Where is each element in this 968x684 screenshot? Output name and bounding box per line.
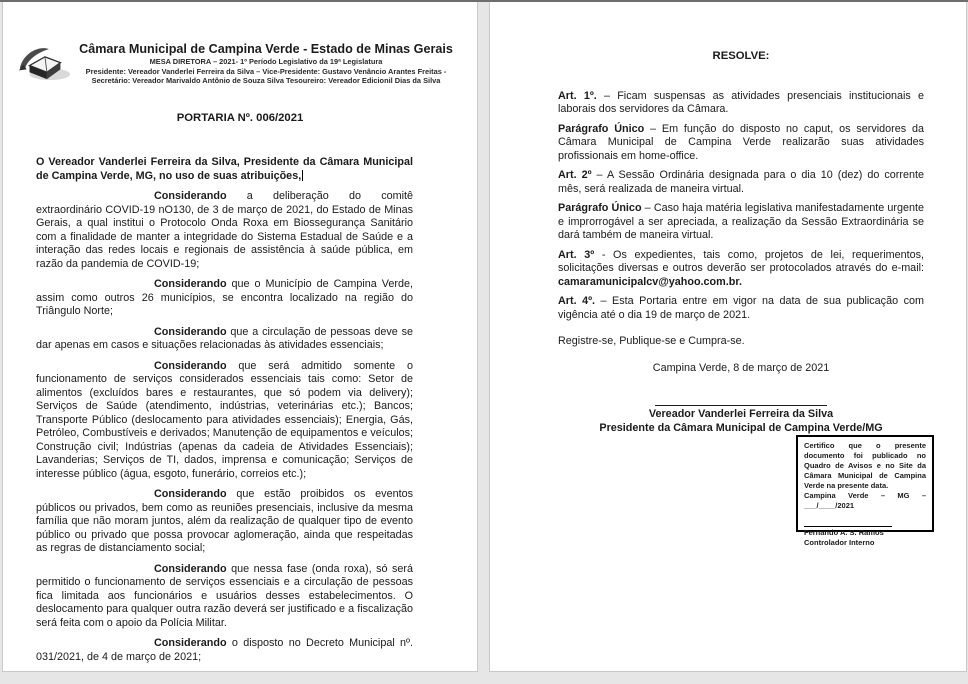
- intro-text: O Vereador Vanderlei Ferreira da Silva, Presidente da Câmara Municipal de Campina Verde, MG, no uso de suas atribuições,: [36, 156, 413, 182]
- page-2-body: [490, 2, 966, 435]
- page-1: [2, 1, 478, 672]
- article-paragraph: [558, 123, 924, 164]
- article-lead: Art. 1º.: [558, 89, 597, 102]
- paragraph-text: que será admitido somente o funcionamento de serviços considerados essenciais tais como: Setor de alimentos (excluídos bares e restaurantes, que só podem via delivery); Serviços de Saúde (atendimento, indústrias, veterinárias etc.); Bancos; Transporte Público (deslocamento para atividades essenciais); Energia, Gás, Petróleo, Combustíveis e derivados; Manutenção de equipamentos e veículos; Construção civil; Indústrias (apenas da cadeia de Atividades Essenciais); Lavanderias; Serviços de TI, dados, imprensa e comunicação; Serviços de interesse público (água, esgoto, funerário, correios etc.);: [36, 359, 413, 480]
- considerando-paragraph: [36, 360, 413, 482]
- article-lead: Art. 2º: [558, 169, 592, 181]
- paragraph-lead: Considerando: [154, 190, 227, 202]
- signature-name: Vereador Vanderlei Ferreira da Silva: [648, 408, 834, 420]
- stamp-signer-name: Fernando A. S. Ramos: [804, 528, 884, 537]
- protocol-email: camaramunicipalcv@yahoo.com.br.: [558, 275, 742, 288]
- paragraph-text: o disposto no Decreto Municipal nº. 031/2021, de 4 de março de 2021;: [36, 637, 413, 663]
- considerando-paragraph: [36, 488, 413, 556]
- article-paragraph: [558, 249, 924, 290]
- signature-block: [558, 405, 924, 435]
- paragraph-lead: Considerando: [154, 488, 227, 500]
- page-1-body: [3, 156, 477, 664]
- certification-stamp: [796, 435, 934, 547]
- signature-role: Presidente da Câmara Municipal de Campina Verde/MG: [599, 421, 883, 434]
- book-quill-emblem-icon: [15, 44, 77, 94]
- closing-line: Registre-se, Publique-se e Cumpra-se.: [558, 335, 745, 347]
- paragraph-lead: Considerando: [154, 359, 227, 372]
- article-text: - Os expedientes, tais como, projetos de lei, requerimentos, solicitações diversas e outros deverão ser protocolados através do e-mail:: [558, 248, 924, 274]
- article-lead: Parágrafo Único: [558, 122, 645, 135]
- paragraph-text: que nessa fase (onda roxa), só será permitido o funcionamento de serviços essenciais e a circulação de pessoas fica limitada aos funcionários e usuários desses estabelecimentos. O deslocamento para qualquer outra razão deverá ser justificado e a fiscalização será feita com o apoio da Polícia Militar.: [36, 562, 413, 629]
- article-text: – Esta Portaria entre em vigor na data de sua publicação com vigência até o dia 19 de março de 2021.: [558, 295, 924, 321]
- article-text: – Em função do disposto no caput, os servidores da Câmara Municipal de Campina Verde realizarão suas atividades profissionais em home-office.: [558, 122, 924, 162]
- considerando-paragraph: [36, 278, 413, 319]
- article-paragraph: [558, 202, 924, 243]
- text-cursor-caret: [302, 170, 303, 181]
- doc-title: PORTARIA Nº. 006/2021: [176, 112, 304, 124]
- article-text: – Ficam suspensas as atividades presenciais institucionais e laborais dos servidores da Câmara.: [558, 89, 924, 115]
- stamp-dateline: Campina Verde – MG – ___/____/2021: [804, 491, 926, 510]
- dateline: Campina Verde, 8 de março de 2021: [652, 361, 830, 374]
- stamp-signer-role: Controlador Interno: [804, 538, 875, 547]
- paragraph-text: que estão proibidos os eventos públicos ou privados, bem como as reuniões presenciais, inclusive da mesma família que não moram juntos, além da realização de qualquer tipo de evento público ou privado que possa provocar aglomeração, ainda que respeitadas as regras de distanciamento social;: [36, 488, 413, 554]
- article-lead: Art. 4º.: [558, 295, 596, 307]
- article-paragraph: [558, 169, 924, 196]
- header-title: Câmara Municipal de Campina Verde - Estado de Minas Gerais: [79, 42, 453, 56]
- intro-paragraph: [36, 156, 413, 183]
- considerando-paragraph: [36, 326, 413, 353]
- header-subtitle-1: MESA DIRETORA – 2021- 1º Período Legislativo da 19ª Legislatura: [149, 57, 383, 66]
- paragraph-text: que a circulação de pessoas deve se dar apenas em casos e situações relacionadas às atividades essenciais;: [36, 325, 413, 351]
- paragraph-text: que o Município de Campina Verde, assim como outros 26 municípios, se encontra localizado na região do Triângulo Norte;: [36, 278, 413, 317]
- article-text: – A Sessão Ordinária designada para o dia 10 (dez) do corrente mês, será realizada de maneira virtual.: [558, 169, 924, 195]
- header-subtitle-2: Presidente: Vereador Vanderlei Ferreira da Silva – Vice-Presidente: Gustavo Venâncio Arantes Freitas -: [85, 66, 447, 76]
- resolve-heading: RESOLVE:: [712, 50, 770, 62]
- article-text: – Caso haja matéria legislativa manifestadamente urgente e improrrogável a ser apreciada, a realização da Sessão Extraordinária se dará também de maneira virtual.: [558, 202, 924, 241]
- page-2: [489, 1, 967, 672]
- considerando-paragraph: [36, 190, 413, 271]
- considerando-paragraph: [36, 563, 413, 631]
- paragraph-lead: Considerando: [154, 325, 227, 338]
- paragraph-lead: Considerando: [154, 637, 227, 649]
- letterhead-text: [77, 42, 463, 86]
- paragraph-text: a deliberação do comitê extraordinário COVID-19 nO130, de 3 de março de 2021, do Estado de Minas Gerais, a qual institui o Protocolo Onda Roxa em Biossegurança Sanitário com a finalidade de manter a integridade do Sistema Estadual de Saúde e a interação das redes locais e regionais de assistência à saúde pública, em razão da pandemia de COVID-19;: [36, 190, 413, 270]
- article-paragraph: [558, 90, 924, 117]
- article-paragraph: [558, 295, 924, 322]
- paragraph-lead: Considerando: [154, 278, 227, 290]
- article-lead: Parágrafo Único: [558, 202, 642, 214]
- considerando-paragraph: [36, 637, 413, 664]
- stamp-text: Certifico que o presente documento foi publicado no Quadro de Avisos e no Site da Câmara Municipal de Campina Verde na presente data.: [804, 441, 926, 490]
- paragraph-lead: Considerando: [154, 562, 227, 575]
- article-lead: Art. 3º: [558, 248, 595, 261]
- letterhead: [3, 2, 477, 94]
- header-subtitle-3: Secretário: Vereador Marivaldo Antônio de Souza Silva Tesoureiro: Vereador Edicionil Dias da Silva: [91, 76, 441, 86]
